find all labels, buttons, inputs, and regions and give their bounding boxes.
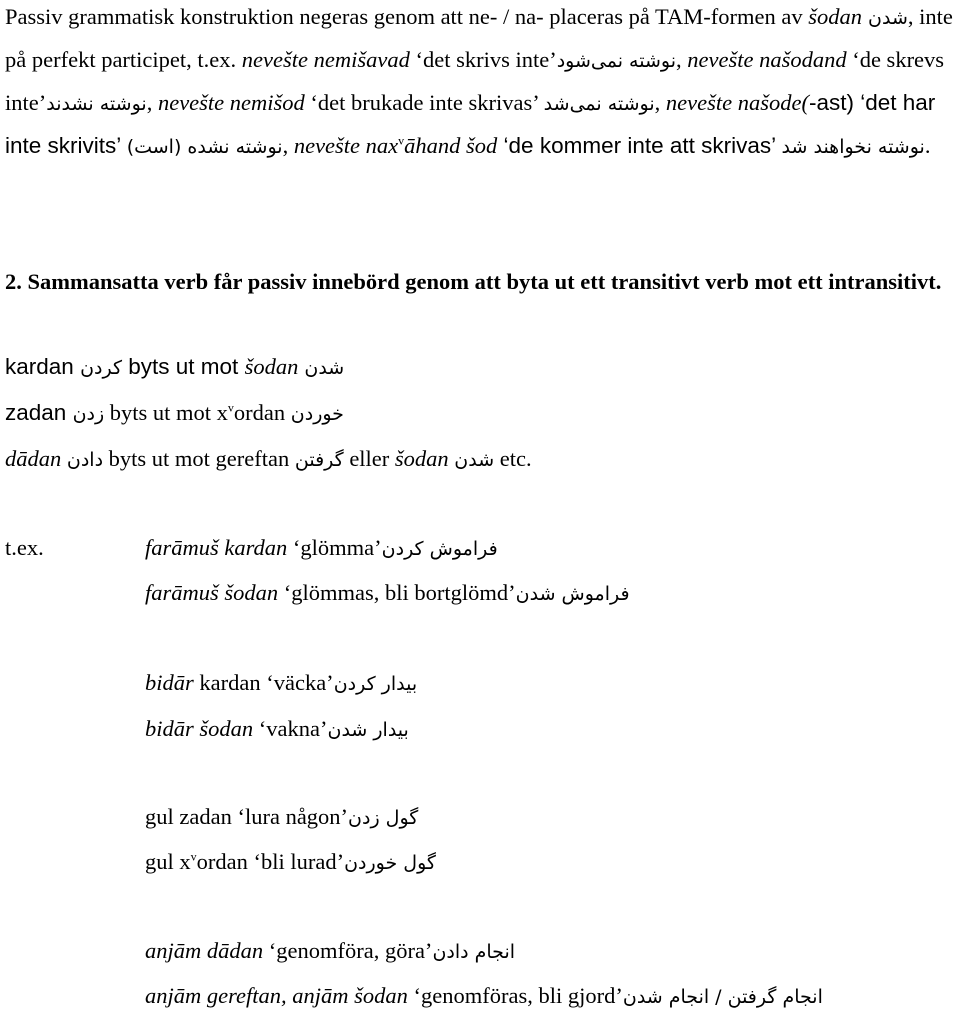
swap-target: ordan [233,400,291,425]
example-term-plain: ordan [196,849,248,874]
intro-text: Passiv grammatisk konstruktion negeras genom att ne- / na- placeras på TAM-formen av [5,4,809,29]
intro-text: , inte på perfekt participet, t.ex. [5,4,953,72]
intro-term: nevešte našodand [687,47,847,72]
example-persian: گول زدن [348,807,419,829]
intro-text: , [282,133,294,158]
intro-text: , [675,47,688,72]
section-heading: 2. Sammansatta verb får passiv innebörd genom att byta ut ett transitivt verb mot ett intransitivt. [5,269,942,294]
swap-etc: etc. [494,446,532,471]
swap-target-persian: شدن [298,357,345,379]
example-persian: فراموش کردن [381,538,498,560]
example-persian: انجام گرفتن / انجام شدن [622,986,823,1008]
example-persian: گول خوردن [344,852,436,874]
intro-gloss: ‘de kommer inte att skrivas’ [497,133,782,158]
intro-text: , [654,90,666,115]
intro-gloss: ‘det brukade inte skrivas’ [304,90,544,115]
swap-connector: byts ut mot [122,354,245,379]
swap-alt-persian: گرفتن [294,449,344,471]
example-anjām-gereftan [145,983,823,1009]
example-gloss: ‘genomföra, göra’ [263,938,433,963]
example-term: farāmuš šodan [145,580,279,605]
example-persian: بیدار شدن [327,719,409,741]
intro-persian: (نوشته نشده (است [126,136,283,158]
example-gul-xordan [145,849,436,875]
swap-source: zadan [5,400,73,425]
intro-term: nevešte našode( [665,90,809,115]
swap-row-zadan [5,400,344,426]
swap-source: dādan [5,446,67,471]
intro-term: āhand šod [404,133,498,158]
example-farāmuš-šodan [145,580,630,606]
intro-persian: شدن [861,7,908,29]
swap-target: šodan [394,446,455,471]
intro-text: , [146,90,158,115]
example-anjām-dādan [145,938,515,964]
intro-term: šodan [808,4,862,29]
example-term: anjām gereftan, anjām šodan [145,983,408,1008]
example-term-plain: gul zadan [145,804,232,829]
intro-superscript: v [398,133,405,148]
intro-term: nevešte nemišod [157,90,305,115]
example-label: t.ex. [5,535,44,560]
swap-target-persian: خوردن [290,403,344,425]
example-gloss: ‘väcka’ [260,670,334,695]
example-gloss: ‘glömma’ [287,535,382,560]
example-gloss: ‘bli lurad’ [247,849,345,874]
swap-target-persian: شدن [454,449,495,471]
example-term-plain: kardan [193,670,261,695]
intro-text: . [924,133,931,158]
swap-superscript: v [227,400,234,415]
example-gul-zadan [145,804,418,830]
swap-row-dadan [5,446,532,472]
swap-target: šodan [244,354,299,379]
intro-term: nevešte nemišavad [241,47,410,72]
intro-persian: نوشته نمی‌شود [556,50,676,72]
example-term: anjām dādan [145,938,264,963]
example-term: bidār [145,670,194,695]
example-bidār-kardan [145,670,417,696]
intro-paragraph [5,0,955,168]
example-farāmuš-kardan [145,535,498,561]
intro-persian: نوشته نخواهند شد [781,136,925,158]
intro-term: nevešte nax [293,133,399,158]
swap-source-persian: کردن [80,357,123,379]
swap-connector: eller [343,446,395,471]
swap-source: kardan [5,354,81,379]
example-gloss: ‘genomföras, bli gjord’ [407,983,623,1008]
example-persian: انجام دادن [432,941,516,963]
example-term: farāmuš kardan [145,535,288,560]
example-gloss: ‘glömmas, bli bortglömd’ [278,580,516,605]
example-term-plain: gul x [145,849,191,874]
intro-gloss: ‘det skrivs inte’ [409,47,557,72]
example-bidār-šodan [145,716,409,742]
swap-source-persian: دادن [66,449,104,471]
swap-source-persian: زدن [72,403,105,425]
example-persian: فراموش شدن [515,583,630,605]
example-gloss: ‘lura någon’ [231,804,349,829]
example-superscript: v [190,849,197,864]
example-gloss: ‘vakna’ [253,716,328,741]
intro-persian: نوشته نمی‌شد [543,93,655,115]
example-persian: بیدار کردن [333,673,418,695]
swap-connector: byts ut mot x [104,400,228,425]
example-term: bidār šodan [145,716,254,741]
intro-gloss: ‘de skrevs inte’ [5,47,945,115]
swap-row-kardan [5,354,344,380]
intro-gloss: -ast) ‘det har inte skrivits’ [5,90,936,158]
swap-connector: byts ut mot gereftan [103,446,295,471]
intro-persian: نوشته نشدند [46,93,147,115]
